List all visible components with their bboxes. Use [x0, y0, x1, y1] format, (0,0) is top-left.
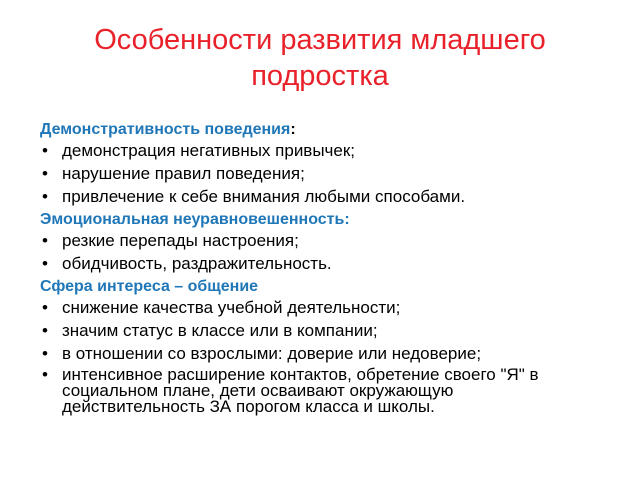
bullet-icon: •: [42, 321, 48, 340]
list-item: [40, 320, 600, 341]
list-item-text: резкие перепады настроения;: [62, 231, 299, 250]
list-item: [40, 230, 600, 251]
title-line-2: подростка: [251, 60, 389, 92]
heading-text: Демонстративность поведения: [40, 121, 291, 138]
list-item: [40, 367, 600, 415]
slide-title: [40, 22, 600, 94]
list-item-text: снижение качества учебной деятельности;: [62, 298, 401, 317]
heading-colon: :: [290, 121, 296, 138]
list-item-text: привлечение к себе внимания любыми способами.: [62, 187, 466, 206]
list-item: [40, 297, 600, 318]
bullet-icon: •: [42, 365, 48, 384]
bullet-icon: •: [42, 231, 48, 250]
list-item: [40, 163, 600, 184]
section-heading-emotional: Эмоциональная неуравновешенность:: [40, 211, 350, 228]
bullet-list-demonstrativeness: [40, 140, 600, 207]
bullet-icon: •: [42, 141, 48, 160]
section-heading-communication: Сфера интереса – общение: [40, 278, 259, 295]
list-item-text: в отношении со взрослыми: доверие или недоверие;: [62, 344, 482, 363]
bullet-icon: •: [42, 164, 48, 183]
bullet-icon: •: [42, 187, 48, 206]
list-item-text: интенсивное расширение контактов, обретение своего "Я" в социальном плане, дети осваивают окружающую действительность ЗА порогом класса и школы.: [62, 365, 539, 416]
section-heading-demonstrativeness: [40, 119, 600, 140]
bullet-icon: •: [42, 254, 48, 273]
slide-content: [40, 119, 600, 417]
list-item: [40, 140, 600, 161]
bullet-list-emotional: [40, 230, 600, 274]
list-item: [40, 343, 600, 364]
bullet-icon: •: [42, 298, 48, 317]
list-item-text: нарушение правил поведения;: [62, 164, 305, 183]
list-item: [40, 186, 600, 207]
list-item: [40, 253, 600, 274]
bullet-icon: •: [42, 344, 48, 363]
list-item-text: обидчивость, раздражительность.: [62, 254, 332, 273]
list-item-text: демонстрация негативных привычек;: [62, 141, 356, 160]
title-line-1: Особенности развития младшего: [94, 24, 546, 56]
list-item-text: значим статус в классе или в компании;: [62, 321, 378, 340]
bullet-list-communication: [40, 297, 600, 415]
